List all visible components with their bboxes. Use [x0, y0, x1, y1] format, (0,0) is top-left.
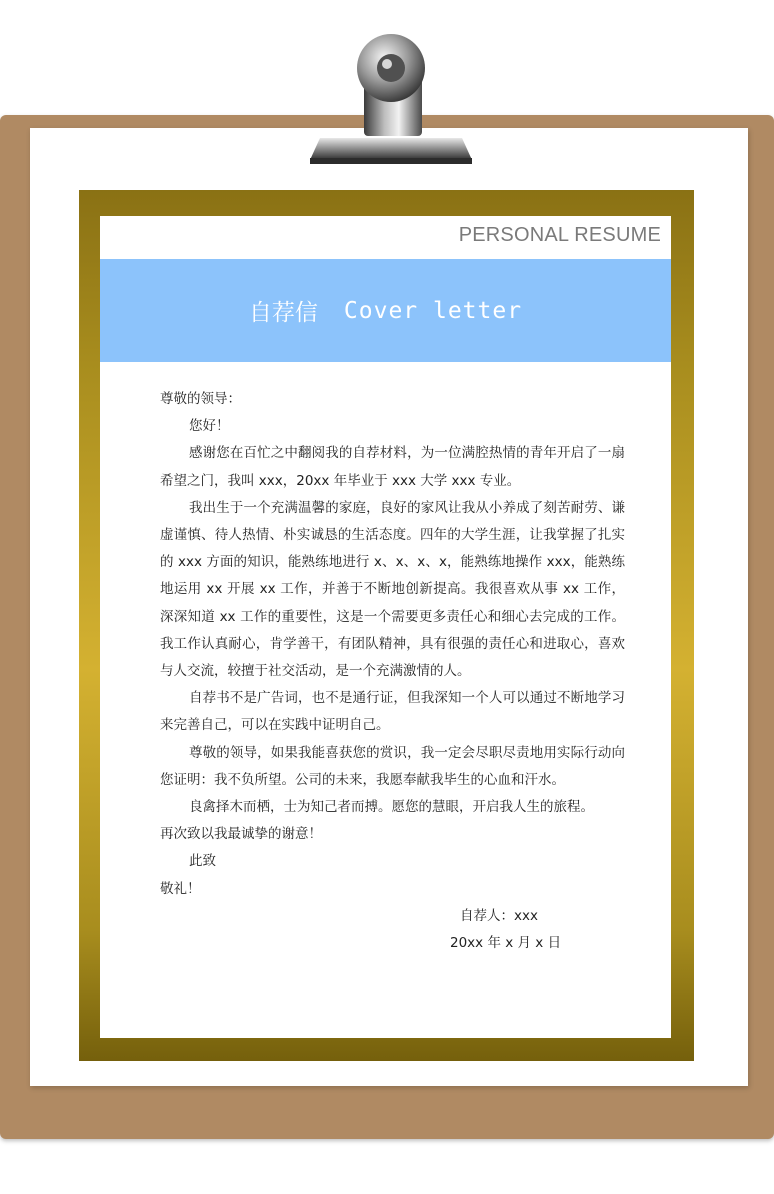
- title-chinese: 自荐信: [248, 300, 318, 326]
- resume-sheet: [100, 216, 671, 1038]
- salute: 敬礼！: [160, 880, 201, 897]
- greeting: 您好！: [189, 418, 230, 435]
- title-english: Cover letter: [343, 297, 523, 324]
- paragraph-intro: 感谢您在百忙之中翻阅我的自荐材料，为一位满腔热情的青年开启了一扇希望之门，我叫 xxx，20xx 年毕业于 xxx 大学 xxx 专业。: [160, 445, 625, 489]
- closing-phrase: 此致: [189, 853, 216, 870]
- personal-resume-label: PERSONAL RESUME: [458, 224, 661, 246]
- letter-date: 20xx 年 x 月 x 日: [450, 935, 562, 952]
- title-banner: [100, 259, 671, 362]
- signature: 自荐人：xxx: [460, 907, 538, 924]
- paragraph-self-improvement: 自荐书不是广告词，也不是通行证，但我深知一个人可以通过不断地学习来完善自己，可以在实践中证明自己。: [160, 690, 625, 734]
- paragraph-aspiration: 良禽择木而栖，士为知己者而搏。愿您的慧眼，开启我人生的旅程。: [189, 799, 594, 816]
- binder-clip-icon: [306, 28, 476, 178]
- paragraph-commitment: 尊敬的领导，如果我能喜获您的赏识，我一定会尽职尽责地用实际行动向您证明：我不负所望。公司的未来，我愿奉献我毕生的心血和汗水。: [160, 744, 625, 788]
- paragraph-background: 我出生于一个充满温馨的家庭，良好的家风让我从小养成了刻苦耐劳、谦虚谨慎、待人热情、朴实诚恳的生活态度。四年的大学生涯，让我掌握了扎实的 xxx 方面的知识，能熟练地进行 x、x、x、x，能熟练地操作 xxx，能熟练地运用 xx 开展 xx 工作，并善于不断地创新提高。我很喜欢从事 xx 工作，深深知道 xx 工作的重要性，这是一个需要更多责任心和细心去完成的工作。我工作认真耐心，肯学善干，有团队精神，具有很强的责任心和进取心，喜欢与人交流，较擅于社交活动，是一个充满激情的人。: [160, 499, 625, 680]
- salutation: 尊敬的领导：: [160, 391, 241, 407]
- closing-line: 再次致以我最诚挚的谢意！: [160, 826, 322, 843]
- letter-body: [160, 386, 625, 957]
